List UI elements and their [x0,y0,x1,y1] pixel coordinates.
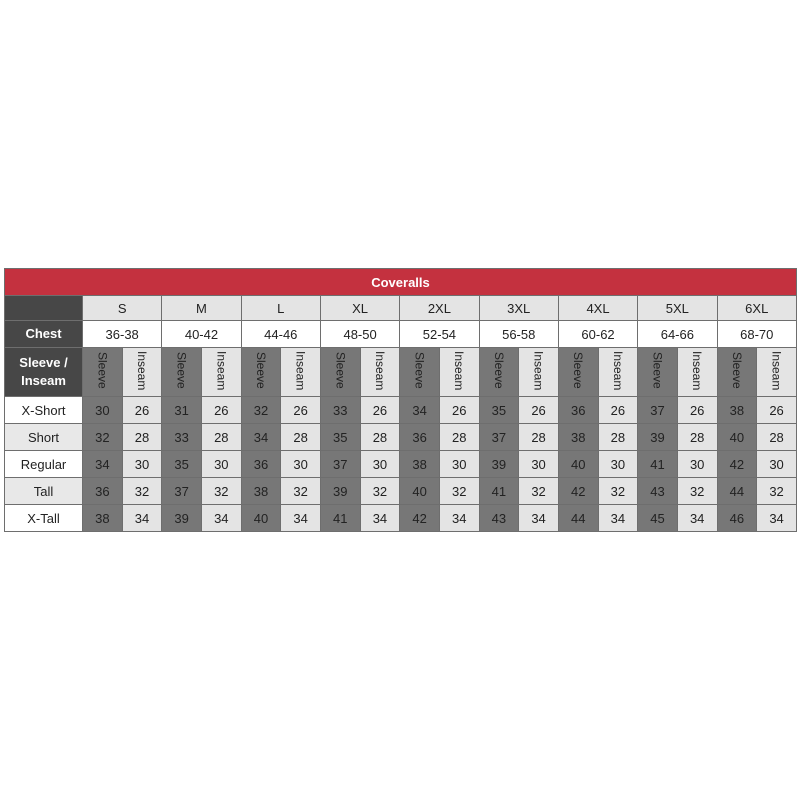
row-label: X-Tall [5,505,83,532]
sleeve-value: 40 [400,478,440,505]
table-row [5,424,797,451]
inseam-subheader-text: Inseam [134,350,149,391]
sleeve-value: 42 [400,505,440,532]
sleeve-value: 37 [638,397,678,424]
sleeve-value: 41 [479,478,519,505]
inseam-value: 32 [439,478,479,505]
chest-value: 56-58 [479,321,558,348]
row-label: Short [5,424,83,451]
sleeve-value: 42 [558,478,598,505]
chest-value: 48-50 [320,321,399,348]
table-row [5,505,797,532]
inseam-value: 32 [122,478,162,505]
chest-value: 40-42 [162,321,241,348]
inseam-value: 30 [439,451,479,478]
inseam-value: 34 [439,505,479,532]
inseam-value: 32 [360,478,400,505]
sleeve-value: 34 [241,424,281,451]
inseam-value: 30 [281,451,321,478]
sleeve-value: 40 [241,505,281,532]
sleeve-value: 39 [162,505,202,532]
inseam-value: 32 [757,478,797,505]
sleeve-value: 33 [320,397,360,424]
chest-row [5,321,797,348]
inseam-value: 28 [201,424,241,451]
corner-cell [5,296,83,321]
inseam-value: 28 [439,424,479,451]
table-row [5,478,797,505]
inseam-value: 26 [122,397,162,424]
inseam-value: 32 [598,478,638,505]
inseam-value: 28 [757,424,797,451]
sleeve-value: 37 [162,478,202,505]
sleeve-value: 36 [83,478,123,505]
inseam-subheader [281,348,321,397]
sleeve-subheader [558,348,598,397]
sleeve-value: 36 [241,451,281,478]
inseam-value: 26 [281,397,321,424]
sleeve-subheader-text: Sleeve [174,352,189,389]
inseam-value: 30 [519,451,559,478]
inseam-value: 30 [360,451,400,478]
sleeve-value: 31 [162,397,202,424]
sleeve-value: 41 [638,451,678,478]
sleeve-subheader-text: Sleeve [729,352,744,389]
inseam-subheader [677,348,717,397]
sleeve-subheader [83,348,123,397]
inseam-subheader [519,348,559,397]
inseam-value: 34 [122,505,162,532]
inseam-subheader-text: Inseam [214,350,229,391]
size-header-cell: 5XL [638,296,717,321]
row-label: Tall [5,478,83,505]
inseam-value: 34 [677,505,717,532]
sleeve-value: 32 [241,397,281,424]
sleeve-value: 40 [558,451,598,478]
inseam-value: 30 [122,451,162,478]
inseam-value: 26 [677,397,717,424]
sleeve-value: 46 [717,505,757,532]
sleeve-subheader-text: Sleeve [412,352,427,389]
inseam-value: 34 [519,505,559,532]
chest-value: 52-54 [400,321,479,348]
size-header-cell: 2XL [400,296,479,321]
inseam-subheader-text: Inseam [690,350,705,391]
sleeve-value: 34 [400,397,440,424]
sleeve-subheader-text: Sleeve [333,352,348,389]
inseam-value: 26 [201,397,241,424]
sleeve-subheader [717,348,757,397]
inseam-value: 28 [598,424,638,451]
inseam-value: 34 [598,505,638,532]
sleeve-value: 34 [83,451,123,478]
sleeve-value: 38 [717,397,757,424]
table-row [5,397,797,424]
sleeve-value: 38 [400,451,440,478]
sleeve-subheader [400,348,440,397]
inseam-value: 28 [360,424,400,451]
inseam-value: 28 [677,424,717,451]
sleeve-value: 43 [638,478,678,505]
inseam-value: 28 [519,424,559,451]
inseam-subheader [122,348,162,397]
size-header-cell: L [241,296,320,321]
inseam-subheader-text: Inseam [452,350,467,391]
sleeve-value: 35 [320,424,360,451]
sleeve-subheader-text: Sleeve [95,352,110,389]
inseam-value: 28 [281,424,321,451]
inseam-value: 32 [677,478,717,505]
inseam-subheader-text: Inseam [531,350,546,391]
inseam-subheader [201,348,241,397]
sleeve-value: 39 [320,478,360,505]
sleeve-value: 38 [241,478,281,505]
inseam-value: 30 [757,451,797,478]
sleeve-value: 37 [479,424,519,451]
inseam-value: 30 [201,451,241,478]
inseam-value: 30 [677,451,717,478]
inseam-value: 32 [201,478,241,505]
inseam-value: 26 [519,397,559,424]
inseam-value: 26 [598,397,638,424]
sleeve-value: 39 [638,424,678,451]
row-label: Regular [5,451,83,478]
sleeve-inseam-header-row [5,348,797,397]
chest-value: 36-38 [83,321,162,348]
size-chart-table [4,268,797,532]
sleeve-subheader-text: Sleeve [650,352,665,389]
inseam-subheader-text: Inseam [769,350,784,391]
sleeve-value: 42 [717,451,757,478]
size-header-cell: XL [320,296,399,321]
inseam-subheader-text: Inseam [293,350,308,391]
chest-value: 68-70 [717,321,796,348]
sleeve-value: 36 [400,424,440,451]
sleeve-inseam-label-text: Sleeve / Inseam [19,355,68,388]
sleeve-value: 37 [320,451,360,478]
inseam-subheader [439,348,479,397]
sleeve-value: 38 [83,505,123,532]
inseam-value: 34 [757,505,797,532]
size-header-cell: M [162,296,241,321]
sleeve-value: 36 [558,397,598,424]
size-header-cell: 4XL [558,296,637,321]
sleeve-subheader [241,348,281,397]
sleeve-inseam-label [5,348,83,397]
row-label: X-Short [5,397,83,424]
sleeve-subheader [320,348,360,397]
size-header-row [5,296,797,321]
sleeve-value: 44 [558,505,598,532]
sleeve-subheader [162,348,202,397]
sleeve-value: 43 [479,505,519,532]
chest-value: 60-62 [558,321,637,348]
inseam-value: 34 [201,505,241,532]
chest-value: 64-66 [638,321,717,348]
inseam-subheader [360,348,400,397]
inseam-value: 34 [281,505,321,532]
size-header-cell: 3XL [479,296,558,321]
inseam-subheader-text: Inseam [610,350,625,391]
sleeve-value: 35 [479,397,519,424]
sleeve-value: 44 [717,478,757,505]
inseam-value: 32 [281,478,321,505]
inseam-value: 26 [360,397,400,424]
sleeve-value: 39 [479,451,519,478]
sleeve-value: 45 [638,505,678,532]
table-row [5,451,797,478]
inseam-value: 26 [439,397,479,424]
inseam-value: 34 [360,505,400,532]
sleeve-value: 40 [717,424,757,451]
chest-value: 44-46 [241,321,320,348]
size-header-cell: 6XL [717,296,796,321]
sleeve-subheader-text: Sleeve [491,352,506,389]
sleeve-subheader [638,348,678,397]
sleeve-value: 41 [320,505,360,532]
size-header-cell: S [83,296,162,321]
sleeve-value: 30 [83,397,123,424]
table-title: Coveralls [5,269,797,296]
sleeve-subheader-text: Sleeve [571,352,586,389]
inseam-subheader-text: Inseam [372,350,387,391]
inseam-subheader [757,348,797,397]
sleeve-value: 33 [162,424,202,451]
chest-label: Chest [5,321,83,348]
inseam-value: 32 [519,478,559,505]
inseam-value: 26 [757,397,797,424]
sleeve-value: 35 [162,451,202,478]
sleeve-subheader-text: Sleeve [253,352,268,389]
inseam-value: 28 [122,424,162,451]
inseam-value: 30 [598,451,638,478]
sleeve-value: 38 [558,424,598,451]
sleeve-value: 32 [83,424,123,451]
sleeve-subheader [479,348,519,397]
inseam-subheader [598,348,638,397]
